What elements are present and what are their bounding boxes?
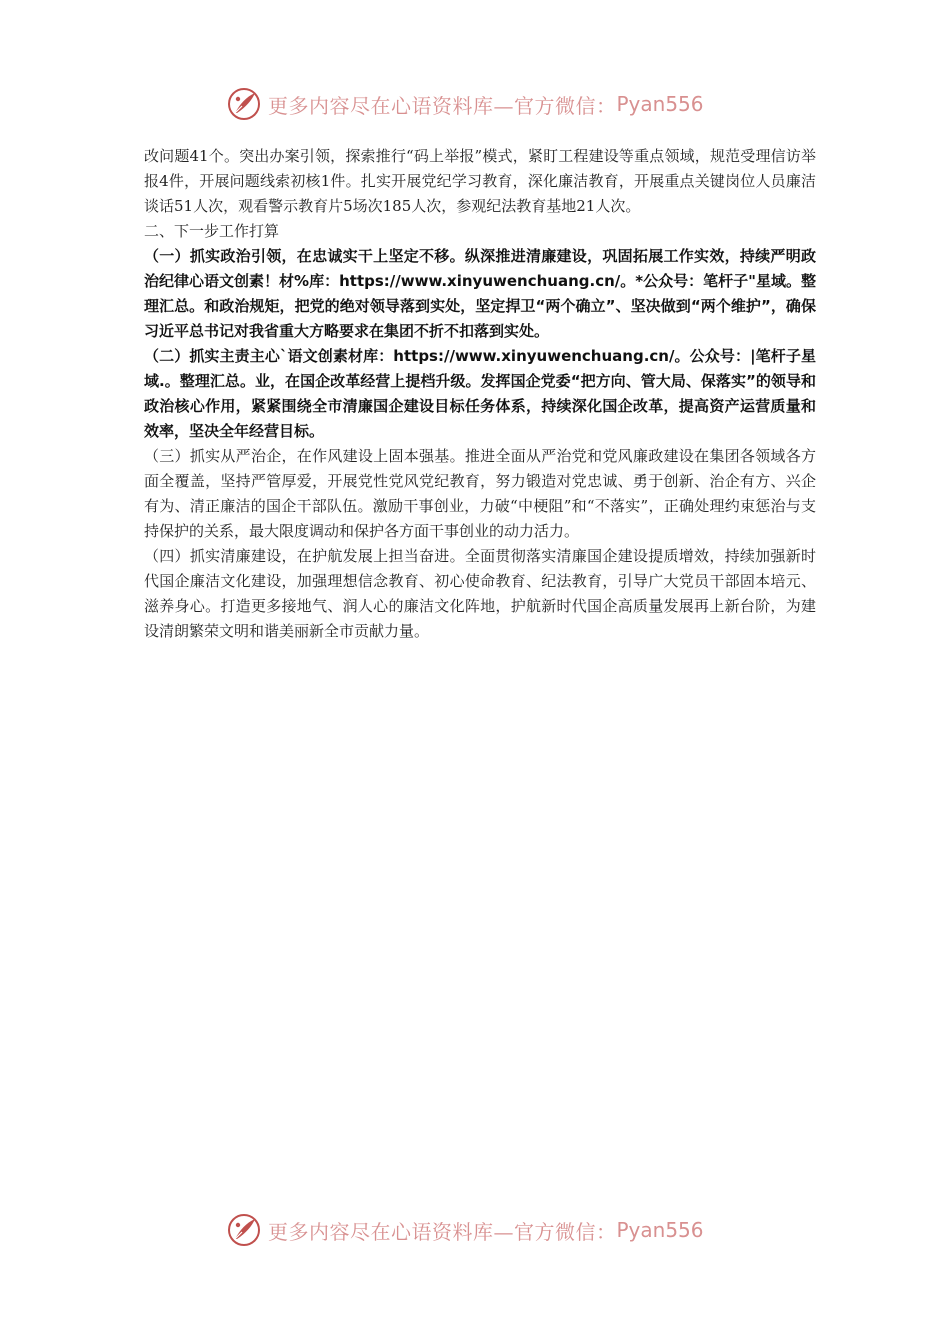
paragraph-item-3: （三）抓实从严治企，在作风建设上固本强基。推进全面从严治党和党风廉政建设在集团各领域各方面全覆盖，坚持严管厚爱，开展党性党风党纪教育，努力锻造对党忠诚、勇于创新、治企有方、兴企有为、清正廉洁的国企干部队伍。激励干事创业，力破“中梗阻”和“不落实”，正确处理约束惩治与支持保护的关系，最大限度调动和保护各方面干事创业的动力活力。 — [144, 447, 816, 540]
paragraph-item-2: （二）抓实主责主心`语文创素材库：https://www.xinyuwenchuang.cn/。公众号：|笔杆子星域.。整理汇总。业，在国企改革经营上提档升级。发挥国企党委“把方向、管大局、保落实”的领导和政治核心作用，紧紧围绕全市清廉国企建设目标任务体系，持续深化国企改革，提高资产运营质量和效率，坚决全年经营目标。 — [144, 347, 816, 440]
paragraph-item-1: （一）抓实政治引领，在忠诚实干上坚定不移。纵深推进清廉建设，巩固拓展工作实效，持续严明政治纪律心语文创素！材%库：https://www.xinyuwenchuang.cn/。*公众号：笔杆子"星域。整理汇总。和政治规矩，把党的绝对领导落到实处，坚定捍卫“两个确立”、坚决做到“两个维护”，确保习近平总书记对我省重大方略要求在集团不折不扣落到实处。 — [144, 247, 816, 340]
banner-wechat-handle: Pyan556 — [616, 1218, 704, 1242]
section-heading-next-steps: 二、下一步工作打算 — [144, 222, 280, 240]
paragraph-continued-report: 改问题41个。突出办案引领，探索推行“码上举报”模式，紧盯工程建设等重点领域，规范受理信访举报4件，开展问题线索初核1件。扎实开展党纪学习教育，深化廉洁教育，开展重点关键岗位人员廉洁谈话51人次，观看警示教育片5场次185人次，参观纪法教育基地21人次。 — [144, 147, 816, 215]
header-watermark-banner — [226, 84, 704, 124]
quill-logo-icon — [226, 86, 262, 122]
banner-text: 更多内容尽在心语资料库—官方微信： — [268, 93, 617, 118]
document-body — [144, 144, 816, 644]
banner-text: 更多内容尽在心语资料库—官方微信： — [268, 1219, 617, 1244]
banner-wechat-handle: Pyan556 — [616, 92, 704, 116]
paragraph-item-4: （四）抓实清廉建设，在护航发展上担当奋进。全面贯彻落实清廉国企建设提质增效，持续加强新时代国企廉洁文化建设，加强理想信念教育、初心使命教育、纪法教育，引导广大党员干部固本培元、滋养身心。打造更多接地气、润人心的廉洁文化阵地，护航新时代国企高质量发展再上新台阶，为建设清朗繁荣文明和谐美丽新全市贡献力量。 — [144, 547, 816, 640]
quill-logo-icon — [226, 1212, 262, 1248]
footer-watermark-banner — [226, 1210, 704, 1250]
